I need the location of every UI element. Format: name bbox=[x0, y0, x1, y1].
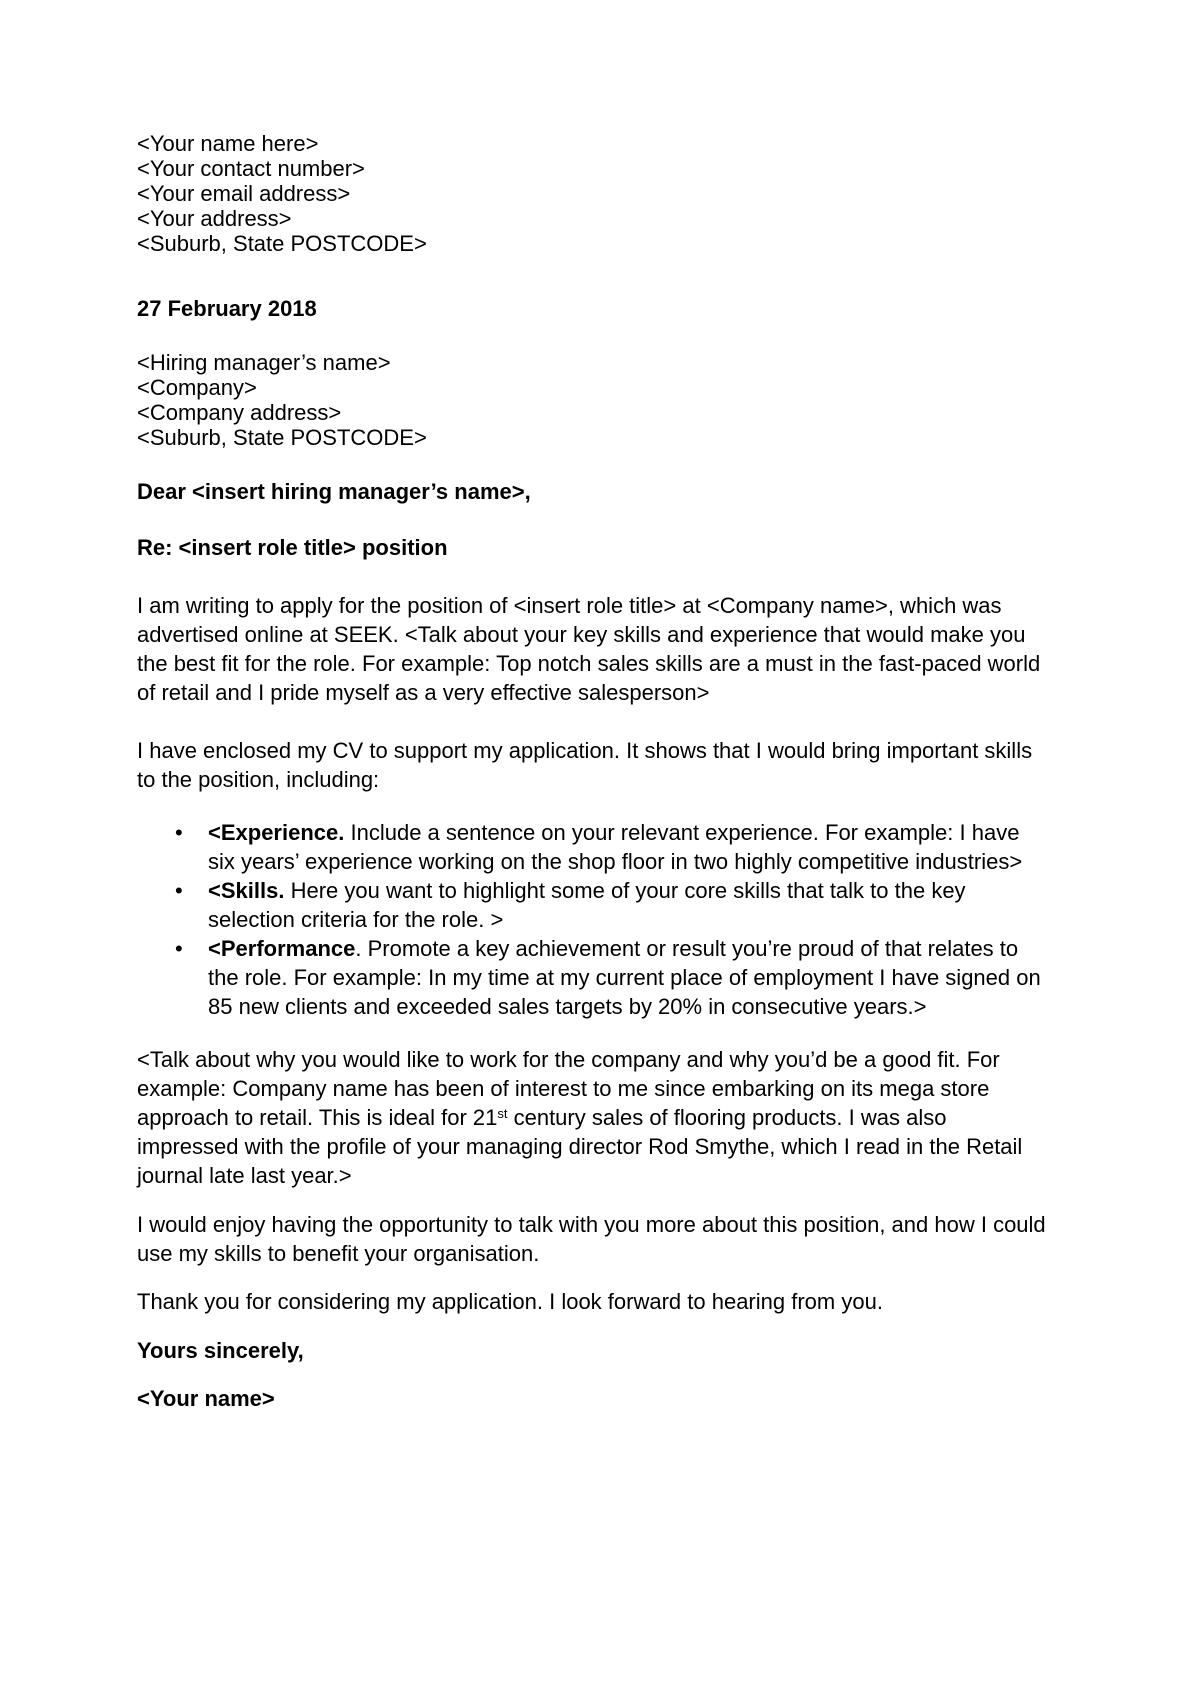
recipient-suburb-line: <Suburb, State POSTCODE> bbox=[137, 425, 427, 450]
sender-name-line: <Your name here> bbox=[137, 131, 319, 156]
recipient-name-line: <Hiring manager’s name> bbox=[137, 350, 391, 375]
sender-suburb-line: <Suburb, State POSTCODE> bbox=[137, 231, 427, 256]
sender-street-line: <Your address> bbox=[137, 206, 292, 231]
recipient-street-line: <Company address> bbox=[137, 400, 342, 425]
bullet-skills-text: Here you want to highlight some of your core skills that talk to the key selection criteria for the role. > bbox=[208, 878, 966, 932]
salutation-line: Dear <insert hiring manager’s name>, bbox=[137, 479, 531, 504]
bullet-item-skills bbox=[137, 876, 1046, 934]
ordinal-superscript: st bbox=[497, 1106, 508, 1121]
paragraph-cv-enclosed: I have enclosed my CV to support my application. It shows that I would bring important skills to the position, including: bbox=[137, 738, 1033, 792]
company-fit-text-after: century sales of flooring products. I was also impressed with the profile of your managing director Rod Smythe, which I read in the Retail journal late last year.> bbox=[137, 1105, 1023, 1188]
skills-bullet-list bbox=[137, 818, 1046, 1021]
paragraph-intro: I am writing to apply for the position of <insert role title> at <Company name>, which was advertised online at SEEK. <Talk about your key skills and experience that would make you the best fit for the role. For example: Top notch sales skills are a must in the fast-paced world of retail and I pride myself as a very effective salesperson> bbox=[137, 593, 1041, 705]
paragraph-opportunity: I would enjoy having the opportunity to talk with you more about this position, and how I could use my skills to benefit your organisation. bbox=[137, 1212, 1046, 1266]
sender-phone-line: <Your contact number> bbox=[137, 156, 365, 181]
recipient-company-line: <Company> bbox=[137, 375, 257, 400]
bullet-performance-text: . Promote a key achievement or result you’re proud of that relates to the role. For example: In my time at my current place of employment I have signed on 85 new clients and exceeded sales targets by 20% in consecutive years.> bbox=[208, 936, 1041, 1019]
bullet-performance-lead: <Performance bbox=[208, 936, 356, 961]
bullet-experience-text: Include a sentence on your relevant experience. For example: I have six years’ experience working on the shop floor in two highly competitive industries> bbox=[208, 820, 1023, 874]
sender-address-block bbox=[137, 131, 1046, 256]
bullet-item-performance bbox=[137, 934, 1046, 1021]
company-fit-text-before: <Talk about why you would like to work for the company and why you’d be a good fit. For example: Company name has been of interest to me since embarking on its mega store approach to retail. This is ideal for 21 bbox=[137, 1047, 1000, 1130]
closing-line: Yours sincerely, bbox=[137, 1338, 304, 1363]
date-line: 27 February 2018 bbox=[137, 296, 317, 321]
signature-name-line: <Your name> bbox=[137, 1386, 275, 1411]
sender-email-line: <Your email address> bbox=[137, 181, 351, 206]
subject-line: Re: <insert role title> position bbox=[137, 535, 448, 560]
recipient-address-block bbox=[137, 350, 1046, 450]
paragraph-thanks: Thank you for considering my application. I look forward to hearing from you. bbox=[137, 1289, 883, 1314]
bullet-item-experience bbox=[137, 818, 1046, 876]
bullet-experience-lead: <Experience. bbox=[208, 820, 345, 845]
paragraph-company-fit bbox=[137, 1045, 1046, 1190]
bullet-skills-lead: <Skills. bbox=[208, 878, 285, 903]
